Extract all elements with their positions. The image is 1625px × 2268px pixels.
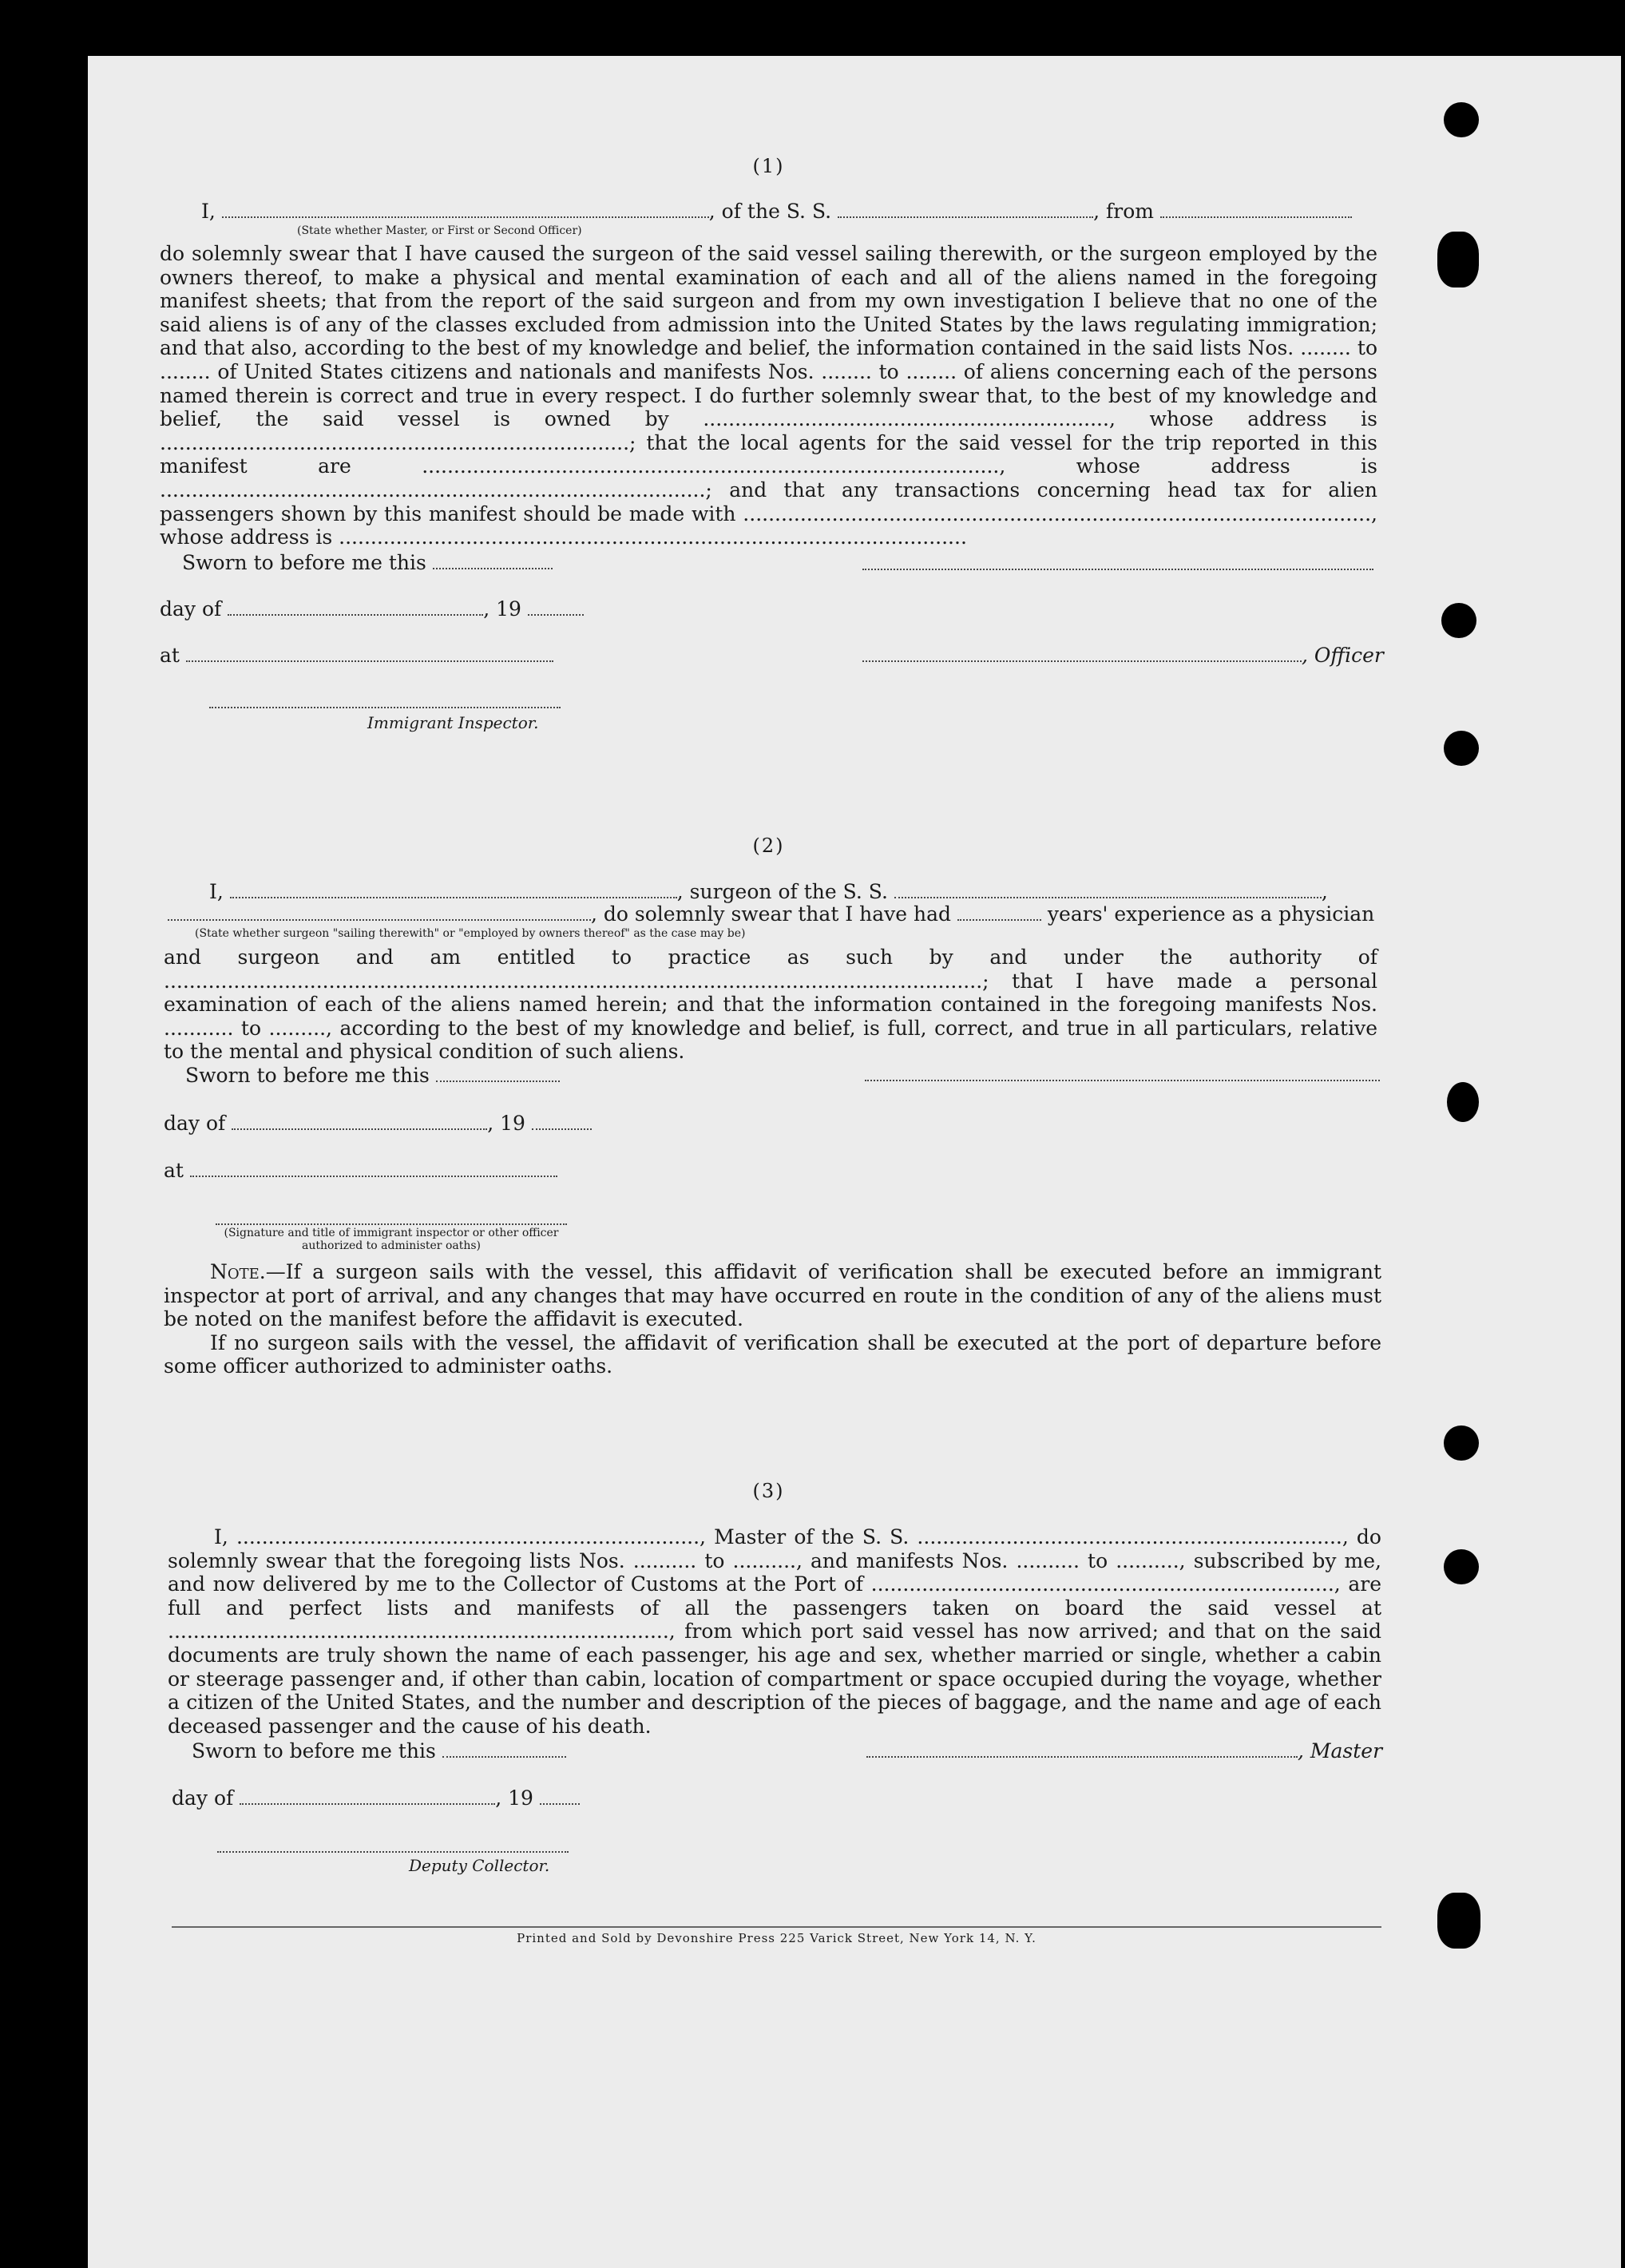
section-1-line-1 bbox=[201, 200, 1352, 223]
section-1-at bbox=[160, 644, 553, 667]
year-label: , 19 bbox=[483, 597, 521, 621]
section-1-heading: (1) bbox=[752, 155, 785, 177]
section-2-signature-line bbox=[865, 1080, 1380, 1081]
year-label: , 19 bbox=[495, 1786, 533, 1810]
deputy-collector-label: Deputy Collector. bbox=[409, 1856, 550, 1875]
officer-label: , Officer bbox=[1302, 644, 1384, 667]
sworn-label: Sworn to before me this bbox=[182, 551, 426, 574]
section-3-sworn bbox=[192, 1739, 566, 1762]
section-3-day bbox=[172, 1786, 580, 1810]
note-1: —If a surgeon sails with the vessel, this affidavit of verification shall be executed before an immigrant inspector at port of arrival, and any changes that may have occurred en route in the condition of any of the aliens must be noted on the manifest before the affidavit is executed. bbox=[164, 1260, 1381, 1331]
printer-imprint: Printed and Sold by Devonshire Press 225 Varick Street, New York 14, N. Y. bbox=[517, 1931, 1036, 1945]
section-1-i: I, bbox=[201, 200, 216, 223]
at-label: at bbox=[160, 644, 180, 667]
sworn-label: Sworn to before me this bbox=[192, 1739, 436, 1762]
section-2-line-1: I, , surgeon of the S. S. , bbox=[209, 880, 1328, 903]
note-2: If no surgeon sails with the vessel, the affidavit of verification shall be executed at the port of departure before some officer authorized to administer oaths. bbox=[164, 1330, 1381, 1378]
section-2-swear-label: , do solemnly swear that I have had bbox=[591, 902, 952, 926]
section-2-sworn bbox=[185, 1064, 560, 1087]
section-2-i: I, bbox=[209, 880, 224, 903]
section-3-master-line bbox=[866, 1739, 1382, 1762]
day-of-label: day of bbox=[172, 1786, 234, 1810]
section-1-oath bbox=[160, 242, 1377, 549]
inspector-signature-line bbox=[209, 707, 561, 708]
collector-signature-line bbox=[217, 1851, 569, 1853]
section-2-at bbox=[164, 1159, 557, 1182]
master-label: , Master bbox=[1298, 1739, 1383, 1762]
section-1-paragraph: do solemnly swear that I have caused the surgeon of the said vessel sailing therewith, or the surgeon employed by the owners thereof, to make a physical and mental examination of each and all of the aliens named in the foregoing manifest sheets; that from the report of the said surgeon and from my own investigation I believe that no one of the said aliens is of any of the classes excluded from admission into the United States by the laws regulating immigration; and that also, according to the best of my knowledge and belief, the information contained in the said lists Nos. ........ to ........ of United States citizens and nationals and manifests Nos. ........ to ........ of aliens concerning each of the persons named therein is correct and true in every respect. I do further solemnly swear that, to the best of my knowledge and belief, the said vessel is owned by ................................................................, whose address is ..........................................................................; that the local agents for the said vessel for the trip reported in this manifest are ..........................................................................................., whose address is ......................................................................................; and that any transactions concerning head tax for alien passengers shown by this manifest should be made with ..................................................................................................., whose address is ................................................................................................... bbox=[160, 242, 1377, 549]
section-2-heading: (2) bbox=[752, 835, 785, 857]
section-2-oath bbox=[164, 946, 1377, 1064]
section-1-from-label: , from bbox=[1093, 200, 1154, 223]
section-1-officer-line bbox=[862, 644, 1384, 667]
section-2-paragraph: and surgeon and am entitled to practice as such by and under the authority of .................................................................................................................................; that I have made a personal examination of each of the aliens named herein; and that the information contained in the foregoing manifests Nos. ........... to ........., according to the best of my knowledge and belief, is full, correct, and true in all particulars, relative to the mental and physical condition of such aliens. bbox=[164, 946, 1377, 1064]
surgeon-label: , surgeon of the S. S. bbox=[676, 880, 888, 903]
section-3-paragraph: I, ........................................................................., Master of the S. S. ..................................................................., do solemnly swear that the foregoing lists Nos. .......... to .........., and manifests Nos. .......... to .........., subscribed by me, and now delivered by me to the Collector of Customs at the Port of ........................................................................., are full and perfect lists and manifests of all the passengers taken on board the said vessel at ..............................................................................., from which port said vessel has now arrived; and that on the said documents are truly shown the name of each passenger, his age and sex, whether married or single, whether a cabin or steerage passenger and, if other than cabin, location of compartment or space occupied during the voyage, whether a citizen of the United States, and the number and description of the pieces of baggage, and the name and age of each deceased passenger and the cause of his death. bbox=[168, 1525, 1381, 1738]
section-2-signature-hint: (Signature and title of immigrant inspector or other officer authorized to administer oaths) bbox=[224, 1227, 559, 1252]
day-of-label: day of bbox=[164, 1112, 226, 1135]
section-2-day bbox=[164, 1112, 592, 1135]
section-2-line-2 bbox=[168, 902, 1374, 926]
sworn-label: Sworn to before me this bbox=[185, 1064, 430, 1087]
section-1-vessel-label: , of the S. S. bbox=[708, 200, 832, 223]
footer-rule bbox=[172, 1926, 1381, 1928]
note-label: Note. bbox=[210, 1260, 266, 1283]
section-3-oath bbox=[168, 1525, 1381, 1738]
experience-label: years' experience as a physician bbox=[1047, 902, 1375, 926]
at-label: at bbox=[164, 1159, 184, 1182]
section-1-hint: (State whether Master, or First or Second Officer) bbox=[297, 224, 582, 237]
oath-officer-signature-line bbox=[216, 1223, 567, 1225]
year-label: , 19 bbox=[487, 1112, 525, 1135]
section-3-heading: (3) bbox=[752, 1480, 785, 1502]
note-block bbox=[164, 1260, 1381, 1378]
section-1-day bbox=[160, 597, 584, 621]
section-1-signature-line bbox=[862, 569, 1373, 570]
section-2-hint: (State whether surgeon "sailing therewith" or "employed by owners thereof" as the case may be) bbox=[195, 927, 746, 940]
immigrant-inspector-label: Immigrant Inspector. bbox=[367, 713, 539, 732]
section-1-sworn bbox=[182, 551, 553, 574]
day-of-label: day of bbox=[160, 597, 222, 621]
